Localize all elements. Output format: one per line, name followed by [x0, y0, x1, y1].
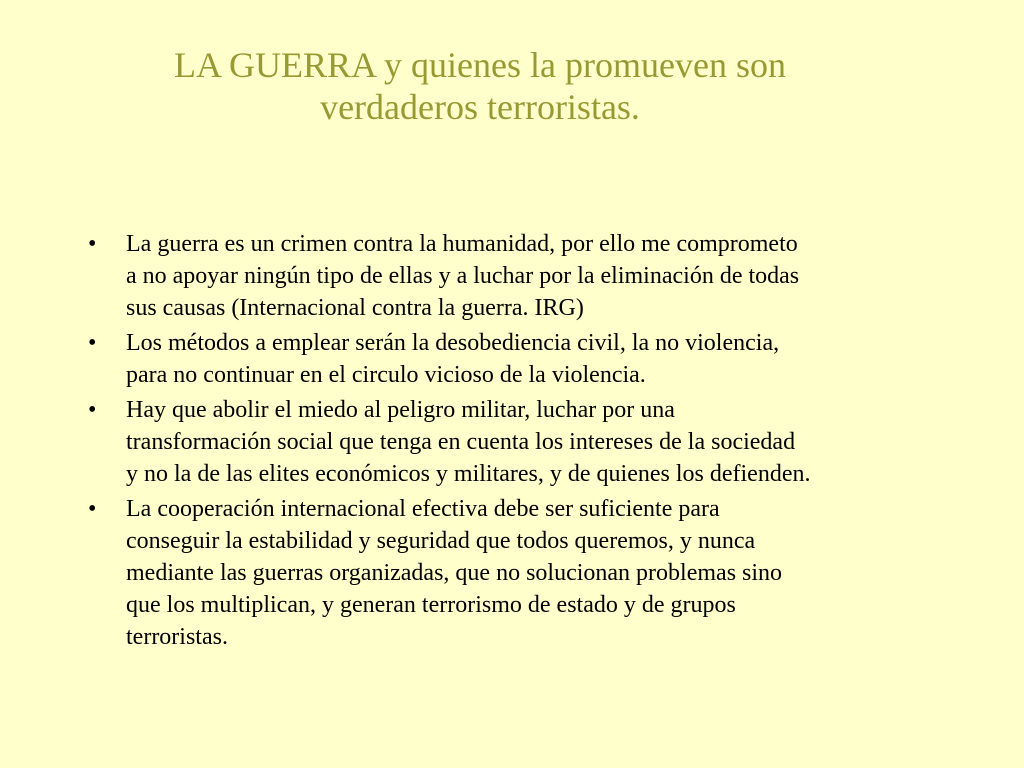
bullet-line: sus causas (Internacional contra la guerra. IRG) — [126, 295, 584, 321]
bullet-item — [78, 493, 958, 653]
bullet-text — [126, 228, 958, 324]
bullet-icon: • — [88, 231, 97, 257]
bullet-line: conseguir la estabilidad y seguridad que todos queremos, y nunca — [126, 528, 756, 554]
bullet-item — [78, 394, 958, 490]
bullet-item — [78, 327, 958, 391]
bullet-icon: • — [88, 397, 97, 423]
bullet-list — [78, 228, 958, 656]
bullet-icon: • — [88, 496, 97, 522]
bullet-line: Hay que abolir el miedo al peligro militar, luchar por una — [126, 397, 675, 423]
bullet-line: Los métodos a emplear serán la desobediencia civil, la no violencia, — [126, 330, 780, 356]
bullet-line: a no apoyar ningún tipo de ellas y a luchar por la eliminación de todas — [126, 263, 800, 289]
bullet-text — [126, 394, 958, 490]
bullet-icon: • — [88, 330, 97, 356]
bullet-item — [78, 228, 958, 324]
bullet-line: para no continuar en el circulo vicioso de la violencia. — [126, 362, 646, 388]
bullet-line: La guerra es un crimen contra la humanidad, por ello me comprometo — [126, 231, 798, 257]
bullet-line: La cooperación internacional efectiva debe ser suficiente para — [126, 496, 720, 522]
bullet-text — [126, 493, 958, 653]
bullet-line: mediante las guerras organizadas, que no solucionan problemas sino — [126, 560, 783, 586]
bullet-line: y no la de las elites económicos y militares, y de quienes los defienden. — [126, 461, 811, 487]
title-line: LA GUERRA y quienes la promueven son — [174, 45, 786, 85]
title-line: verdaderos terroristas. — [320, 87, 640, 127]
bullet-text — [126, 327, 958, 391]
bullet-line: transformación social que tenga en cuenta los intereses de la sociedad — [126, 429, 796, 455]
bullet-line: terroristas. — [126, 624, 228, 650]
bullet-line: que los multiplican, y generan terrorismo de estado y de grupos — [126, 592, 736, 618]
slide-title — [90, 44, 870, 128]
